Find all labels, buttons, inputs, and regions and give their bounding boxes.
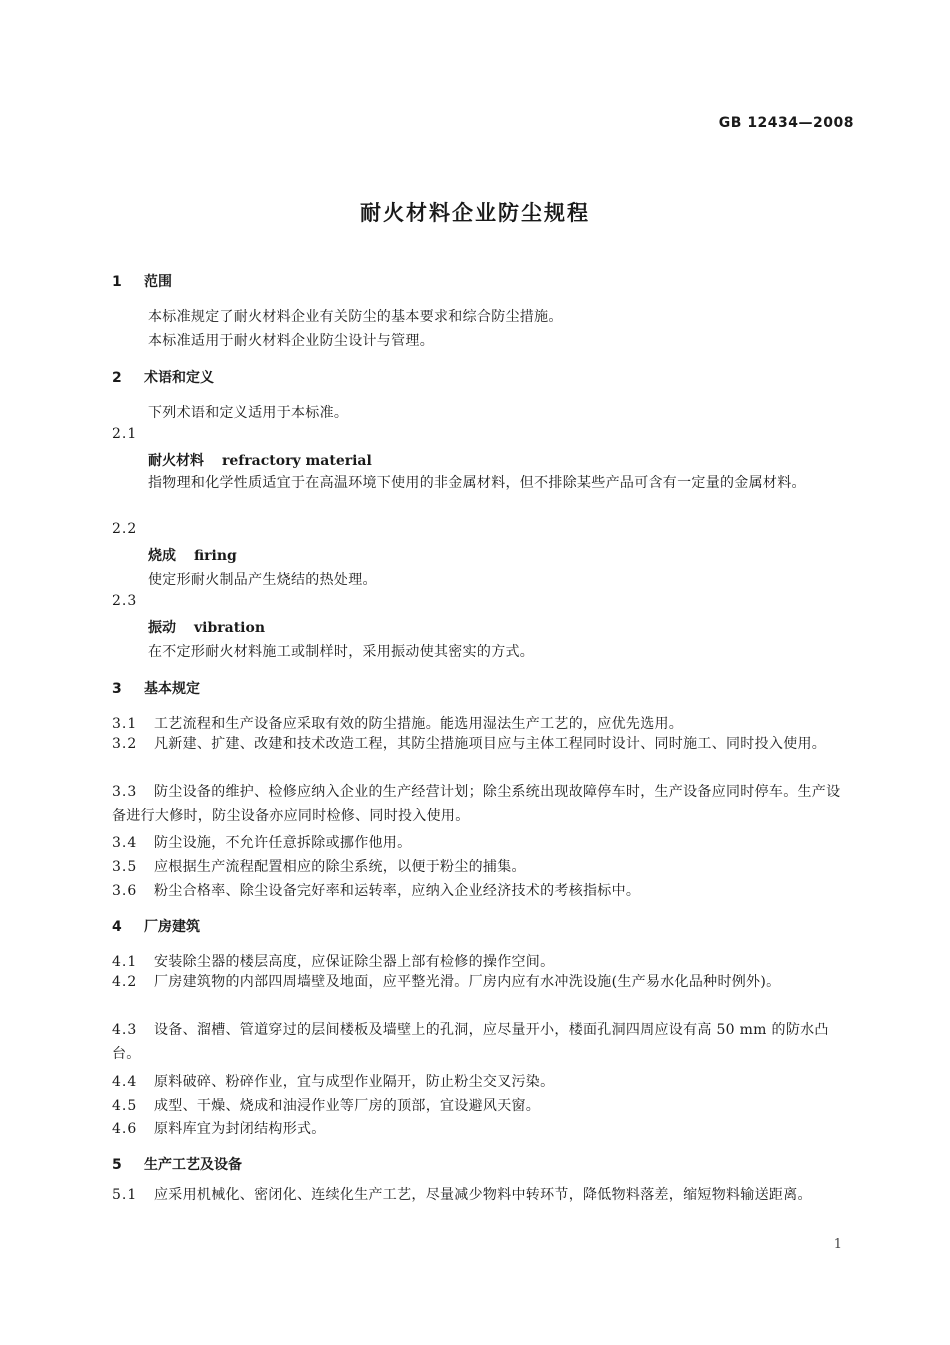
term-definition: 指物理和化学性质适宜于在高温环境下使用的非金属材料，但不排除某些产品可含有一定量的金属材料。 [148,475,806,491]
section-title: 生产工艺及设备 [144,1157,242,1173]
section-heading-2 [112,367,214,387]
clause-number: 3.2 [112,736,138,752]
clause-text: 应根据生产流程配置相应的除尘系统，以便于粉尘的捕集。 [154,859,526,875]
section-heading-4 [112,916,200,936]
term-chinese: 振动 [148,620,176,636]
term-english: vibration [194,620,265,636]
clause-text: 粉尘合格率、除尘设备完好率和运转率，应纳入企业经济技术的考核指标中。 [154,883,641,899]
term-chinese: 烧成 [148,548,176,564]
term-heading [148,617,265,637]
clause-text: 工艺流程和生产设备应采取有效的防尘措施。能选用湿法生产工艺的，应优先选用。 [154,716,684,732]
clause-text: 凡新建、扩建、改建和技术改造工程，其防尘措施项目应与主体工程同时设计、同时施工、同时投入使用。 [154,736,827,752]
clause-text: 应采用机械化、密闭化、连续化生产工艺，尽量减少物料中转环节，降低物料落差，缩短物料输送距离。 [154,1187,812,1203]
clause-number: 5.1 [112,1187,138,1203]
section-heading-1 [112,271,172,291]
paragraph: 本标准适用于耐火材料企业防尘设计与管理。 [148,333,434,349]
clause [112,832,411,852]
section-heading-3 [112,678,200,698]
section-heading-5 [112,1154,242,1174]
clause-text: 设备、溜槽、管道穿过的层间楼板及墙壁上的孔洞，应尽量开小，楼面孔洞四周应设有高 50 mm 的防水凸台。 [112,1022,829,1062]
term-definition: 在不定形耐火材料施工或制样时，采用振动使其密实的方式。 [148,644,535,660]
clause [112,1095,540,1115]
page-number: 1 [833,1237,842,1252]
section-number: 5 [112,1157,122,1173]
clause [112,880,640,900]
clause-number: 4.6 [112,1121,138,1137]
clause-number: 4.5 [112,1098,138,1114]
clause [112,713,683,733]
clause-number: 3.4 [112,835,138,851]
clause-text: 成型、干燥、烧成和油浸作业等厂房的顶部，宜设避风天窗。 [154,1098,541,1114]
clause-text: 原料破碎、粉碎作业，宜与成型作业隔开，防止粉尘交叉污染。 [154,1074,555,1090]
clause [112,732,850,756]
clause-number: 3.5 [112,859,138,875]
term-chinese: 耐火材料 [148,453,204,469]
clause-number: 3.6 [112,883,138,899]
clause-text: 防尘设备的维护、检修应纳入企业的生产经营计划；除尘系统出现故障停车时，生产设备应同时停车。生产设备进行大修时，防尘设备亦应同时检修、同时投入使用。 [112,784,841,824]
clause [112,1118,326,1138]
clause [112,951,554,971]
clause-number: 3.3 [112,784,138,800]
term-number: 2.3 [112,593,138,609]
clause-number: 4.4 [112,1074,138,1090]
section-number: 4 [112,919,122,935]
section-title: 术语和定义 [144,370,214,386]
section-number: 1 [112,274,122,290]
document-title: 耐火材料企业防尘规程 [360,201,590,225]
term-heading [148,545,237,565]
section-title: 基本规定 [144,681,200,697]
section-number: 3 [112,681,122,697]
clause [112,1018,850,1066]
section-title: 范围 [144,274,172,290]
clause-text: 厂房建筑物的内部四周墙壁及地面，应平整光滑。厂房内应有水冲洗设施(生产易水化品种时例外)。 [154,974,781,990]
term-english: refractory material [222,453,372,469]
clause-text: 防尘设施，不允许任意拆除或挪作他用。 [154,835,412,851]
term-number: 2.1 [112,426,138,442]
clause-number: 4.2 [112,974,138,990]
standard-code: GB 12434—2008 [718,115,854,131]
clause [112,1071,554,1091]
term-definition: 使定形耐火制品产生烧结的热处理。 [148,572,377,588]
paragraph: 下列术语和定义适用于本标准。 [148,405,349,421]
clause-number: 4.3 [112,1022,138,1038]
clause-text: 原料库宜为封闭结构形式。 [154,1121,326,1137]
clause-number: 3.1 [112,716,138,732]
clause [112,970,850,994]
clause [112,1183,850,1207]
section-number: 2 [112,370,122,386]
term-english: firing [194,548,237,564]
term-heading [148,450,372,470]
section-title: 厂房建筑 [144,919,200,935]
clause-text: 安装除尘器的楼层高度，应保证除尘器上部有检修的操作空间。 [154,954,555,970]
paragraph: 本标准规定了耐火材料企业有关防尘的基本要求和综合防尘措施。 [148,309,563,325]
clause [112,780,850,828]
clause-number: 4.1 [112,954,138,970]
clause [112,856,526,876]
term-number: 2.2 [112,521,138,537]
